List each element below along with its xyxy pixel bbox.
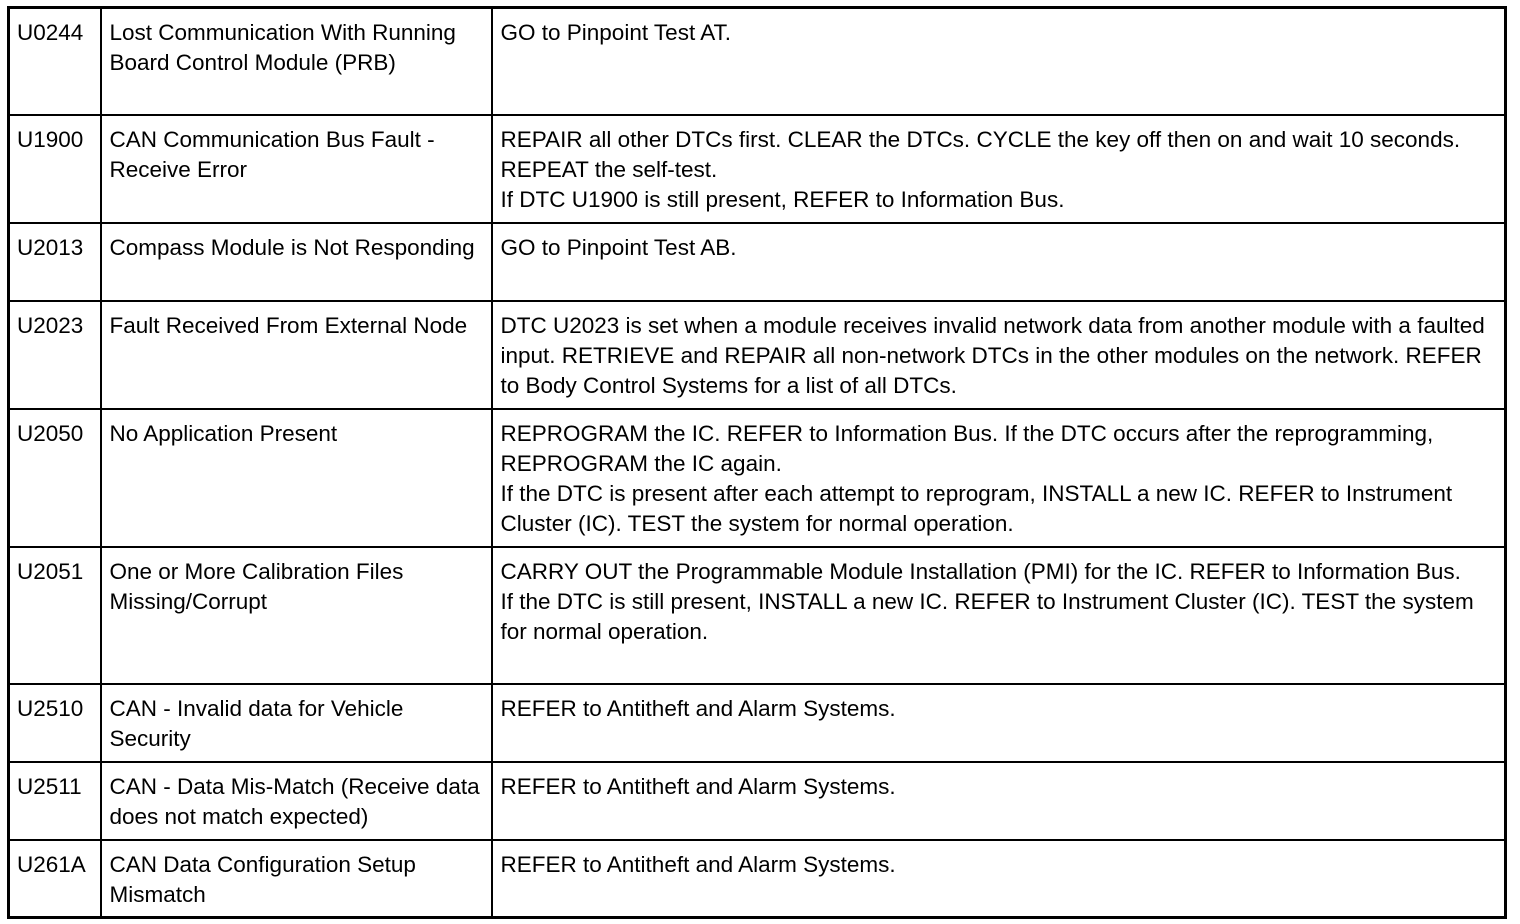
table-row [9, 684, 1506, 762]
dtc-action-cell: REFER to Antitheft and Alarm Systems. [492, 684, 1506, 762]
dtc-code-cell: U2051 [9, 547, 101, 684]
dtc-description-cell: Compass Module is Not Responding [101, 223, 492, 301]
dtc-action-cell: REPROGRAM the IC. REFER to Information Bus. If the DTC occurs after the reprogramming, REPROGRAM the IC again. If the DTC is present after each attempt to reprogram, INSTALL a new IC. REFER to Instrument Cluster (IC). TEST the system for normal operation. [492, 409, 1506, 547]
dtc-code-cell: U2510 [9, 684, 101, 762]
table-row [9, 547, 1506, 684]
dtc-description-cell: Lost Communication With Running Board Control Module (PRB) [101, 8, 492, 115]
dtc-description-cell: One or More Calibration Files Missing/Corrupt [101, 547, 492, 684]
dtc-action-cell: REPAIR all other DTCs first. CLEAR the DTCs. CYCLE the key off then on and wait 10 seconds. REPEAT the self-test. If DTC U1900 is still present, REFER to Information Bus. [492, 115, 1506, 223]
table-row [9, 223, 1506, 301]
dtc-description-cell: No Application Present [101, 409, 492, 547]
dtc-table [7, 6, 1507, 919]
dtc-code-cell: U2050 [9, 409, 101, 547]
table-row [9, 8, 1506, 115]
dtc-table-body [9, 8, 1506, 918]
dtc-code-cell: U2013 [9, 223, 101, 301]
dtc-code-cell: U1900 [9, 115, 101, 223]
dtc-action-cell: REFER to Antitheft and Alarm Systems. [492, 840, 1506, 918]
dtc-description-cell: CAN Data Configuration Setup Mismatch [101, 840, 492, 918]
dtc-action-cell: DTC U2023 is set when a module receives invalid network data from another module with a faulted input. RETRIEVE and REPAIR all non-network DTCs in the other modules on the network. REFER to Body Control Systems for a list of all DTCs. [492, 301, 1506, 409]
dtc-description-cell: CAN Communication Bus Fault - Receive Error [101, 115, 492, 223]
dtc-code-cell: U0244 [9, 8, 101, 115]
table-row [9, 409, 1506, 547]
table-row [9, 840, 1506, 918]
dtc-description-cell: CAN - Data Mis-Match (Receive data does not match expected) [101, 762, 492, 840]
table-row [9, 301, 1506, 409]
dtc-action-cell: GO to Pinpoint Test AB. [492, 223, 1506, 301]
table-row [9, 762, 1506, 840]
dtc-description-cell: CAN - Invalid data for Vehicle Security [101, 684, 492, 762]
dtc-code-cell: U2023 [9, 301, 101, 409]
dtc-action-cell: REFER to Antitheft and Alarm Systems. [492, 762, 1506, 840]
dtc-action-cell: CARRY OUT the Programmable Module Installation (PMI) for the IC. REFER to Information Bus. If the DTC is still present, INSTALL a new IC. REFER to Instrument Cluster (IC). TEST the system for normal operation. [492, 547, 1506, 684]
dtc-code-cell: U261A [9, 840, 101, 918]
dtc-code-cell: U2511 [9, 762, 101, 840]
table-row [9, 115, 1506, 223]
dtc-action-cell: GO to Pinpoint Test AT. [492, 8, 1506, 115]
dtc-description-cell: Fault Received From External Node [101, 301, 492, 409]
